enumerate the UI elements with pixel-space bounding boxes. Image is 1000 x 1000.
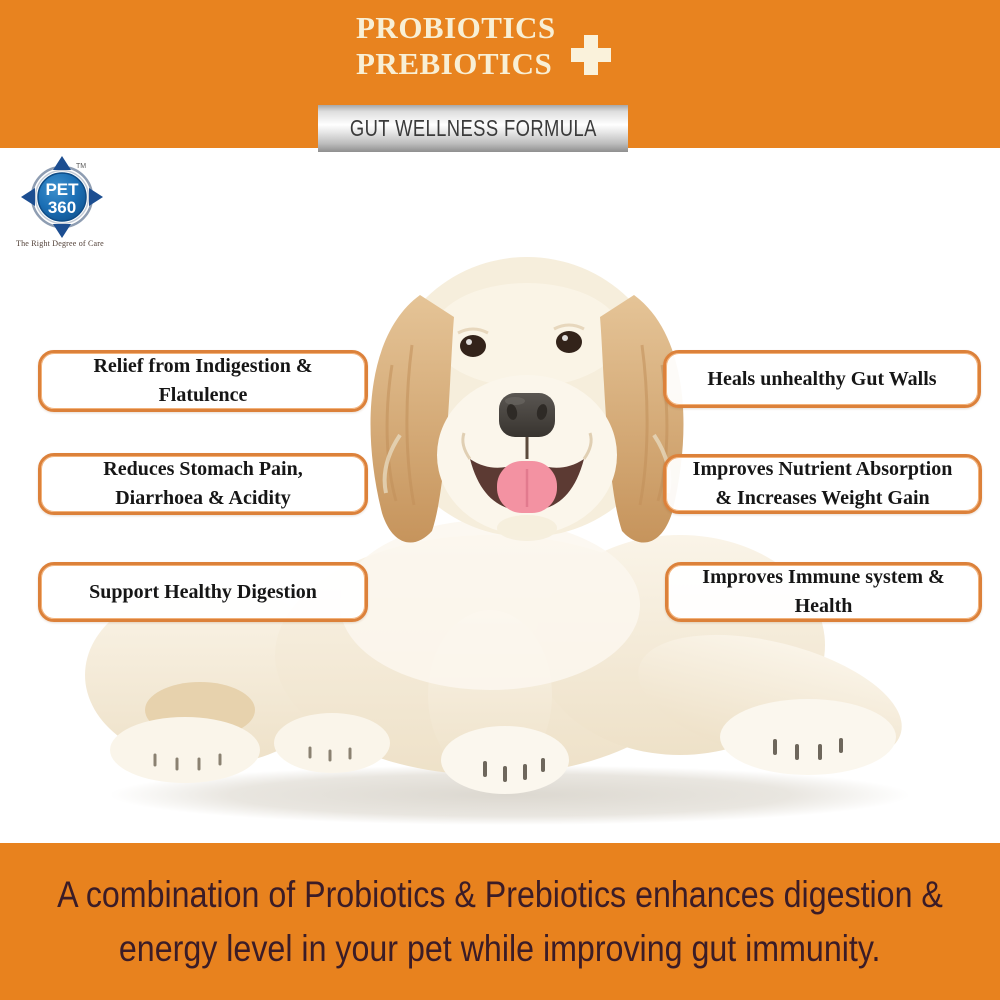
benefit-line: Improves Immune system & <box>702 566 945 588</box>
benefit-box-healthy-digestion <box>38 562 368 622</box>
benefit-line: Support Healthy Digestion <box>89 580 317 603</box>
benefit-line: & Increases Weight Gain <box>715 487 930 509</box>
formula-banner <box>318 105 628 152</box>
benefit-box-stomach-pain <box>38 453 368 515</box>
puppy-right-eye <box>556 331 582 353</box>
puppy-head <box>371 257 684 543</box>
puppy-left-eye <box>460 335 486 357</box>
benefit-line: Reduces Stomach Pain, <box>103 458 303 480</box>
plus-bar-horizontal <box>571 48 611 62</box>
puppy-photo <box>60 245 940 845</box>
benefit-box-immune-system <box>665 562 982 622</box>
benefit-line: Diarrhoea & Acidity <box>115 487 291 509</box>
product-title <box>356 10 556 82</box>
benefit-line: Flatulence <box>158 384 248 406</box>
benefit-box-nutrient-absorption <box>663 454 982 514</box>
benefit-line: Health <box>794 595 853 617</box>
benefit-line: Heals unhealthy Gut Walls <box>707 367 937 390</box>
benefit-line: Improves Nutrient Absorption <box>692 458 953 480</box>
footer-text-line-1: A combination of Probiotics & Prebiotics enhances digestion & <box>57 873 943 915</box>
benefit-box-gut-walls <box>663 350 981 408</box>
title-line-2: PREBIOTICS <box>356 46 553 81</box>
title-line-1: PROBIOTICS <box>356 10 556 45</box>
logo-text-pet: PET <box>45 180 79 199</box>
plus-icon <box>571 35 611 75</box>
trademark-symbol: TM <box>76 163 87 170</box>
benefit-line: Relief from Indigestion & <box>93 355 313 377</box>
logo-text-360: 360 <box>47 198 77 217</box>
benefit-box-indigestion <box>38 350 368 412</box>
formula-banner-label: GUT WELLNESS FORMULA <box>349 115 597 141</box>
footer-band <box>0 843 1000 1000</box>
brand-tagline: The Right Degree of Care <box>16 239 104 248</box>
footer-text-line-2: energy level in your pet while improving gut immunity. <box>119 927 881 969</box>
